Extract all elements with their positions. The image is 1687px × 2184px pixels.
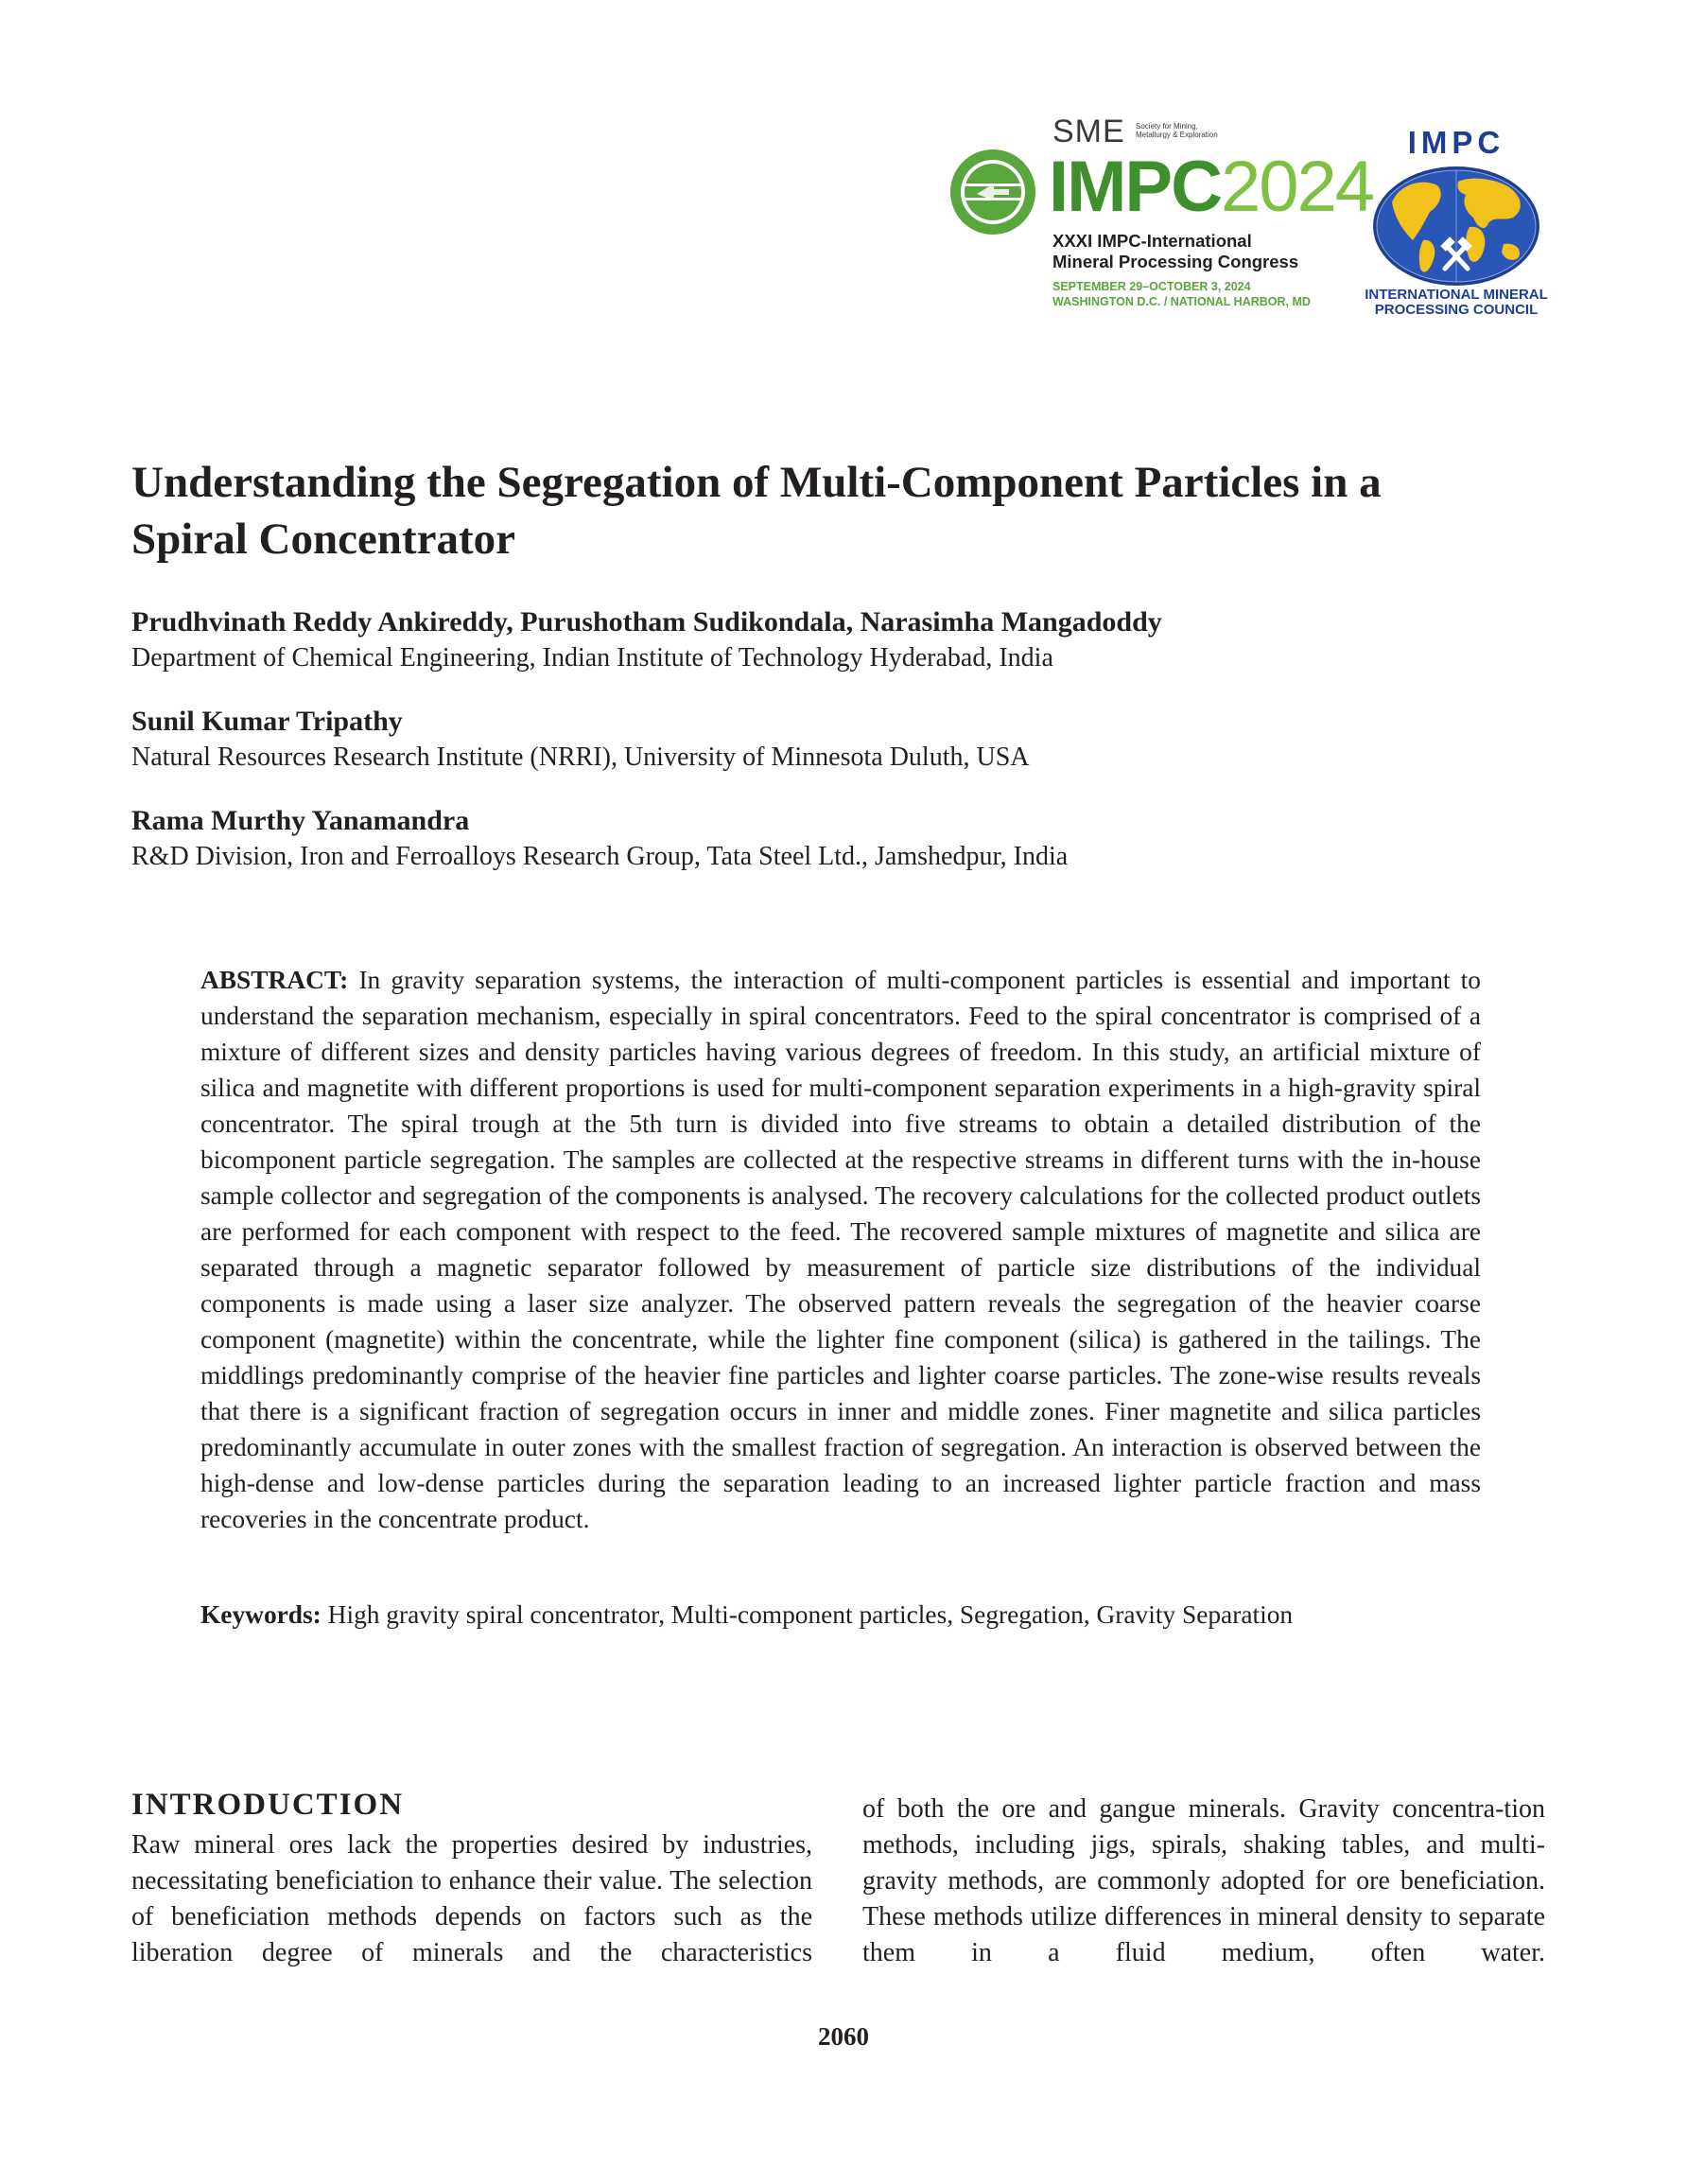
impc-council-logo <box>1362 125 1551 323</box>
keywords <box>200 1597 1524 1633</box>
author-group-3: Rama Murthy Yanamandra <box>131 805 470 836</box>
paper-title: Understanding the Segregation of Multi-Component Particles in a Spiral Concentrator <box>131 458 1382 564</box>
congress-name: XXXI IMPC-International Mineral Processing Congress <box>1052 231 1299 271</box>
abstract-text: In gravity separation systems, the interaction of multi-component particles is essential and important to understand the separation mechanism, especially in spiral concentrators. Feed to the spiral concentrator is comprised of a mixture of different sizes and density particles having various degrees of freedom. In this study, an artificial mixture of silica and magnetite with different proportions is used for multi-component separation experiments in a high-gravity spiral concentrator. The spiral trough at the 5th turn is divided into five streams to obtain a detailed distribution of the bicomponent particle segregation. The samples are collected at the respective streams in different turns with the in-house sample collector and segregation of the components is analysed. The recovery calculations for the collected product outlets are performed for each component with respect to the feed. The recovered sample mixtures of magnetite and silica are separated through a magnetic separator followed by measurement of particle size distributions of the individual components is made using a laser size analyzer. The observed pattern reveals the segregation of the heavier coarse component (magnetite) within the concentrate, while the lighter fine component (silica) is gathered in the tailings. The middlings predominantly comprise of the heavier fine particles and lighter coarse particles. The zone-wise results reveals that there is a significant fraction of segregation occurs in inner and middle zones. Finer magnetite and silica particles predominantly accumulate in outer zones with the smallest fraction of segregation. An interaction is observed between the high-dense and low-dense particles during the separation leading to an increased lighter particle fraction and mass recoveries in the concentrate product. <box>200 966 1481 1533</box>
impc2024-logo <box>950 114 1374 326</box>
sme-logo-subtitle: Society for Mining, Metallurgy & Exploration <box>1136 122 1218 139</box>
council-logo-title: IMPC <box>1407 125 1505 160</box>
congress-dates: SEPTEMBER 29–OCTOBER 3, 2024 WASHINGTON D.C. / NATIONAL HARBOR, MD <box>1052 280 1311 308</box>
abstract-label: ABSTRACT: <box>200 966 349 994</box>
affiliation-3: R&D Division, Iron and Ferroalloys Research Group, Tata Steel Ltd., Jamshedpur, India <box>131 842 1069 871</box>
keywords-label: Keywords: <box>200 1600 322 1629</box>
keywords-text: High gravity spiral concentrator, Multi-component particles, Segregation, Gravity Separation <box>327 1600 1294 1629</box>
affiliation-2: Natural Resources Research Institute (NRRI), University of Minnesota Duluth, USA <box>131 743 1030 772</box>
intro-paragraph-right: of both the ore and gangue minerals. Gravity concentra-tion methods, including jigs, spirals, shaking tables, and multi-gravity methods, are commonly adopted for ore beneficiation. These methods utilize differences in mineral density to separate them in a fluid medium, often water. <box>862 1794 1545 1967</box>
council-logo-name: INTERNATIONAL MINERAL PROCESSING COUNCIL <box>1365 287 1548 318</box>
intro-paragraph-left: Raw mineral ores lack the properties desired by industries, necessitating beneficiation to enhance their value. The selection of beneficiation methods depends on factors such as the liberation degree of minerals and the characteristics <box>131 1830 812 1967</box>
section-heading-introduction: INTRODUCTION <box>131 1788 405 1822</box>
impc-emblem-icon <box>950 149 1035 235</box>
author-group-2: Sunil Kumar Tripathy <box>131 706 403 737</box>
abstract <box>200 962 1481 1537</box>
affiliation-1: Department of Chemical Engineering, Indian Institute of Technology Hyderabad, India <box>131 643 1053 673</box>
sme-logo-text: SME <box>1052 114 1125 149</box>
impc2024-wordmark: IMPC2024 <box>1049 147 1374 227</box>
globe-icon <box>1371 165 1541 288</box>
page-number: 2060 <box>818 2022 869 2051</box>
author-group-1: Prudhvinath Reddy Ankireddy, Purushotham Sudikondala, Narasimha Mangadoddy <box>131 606 1162 638</box>
